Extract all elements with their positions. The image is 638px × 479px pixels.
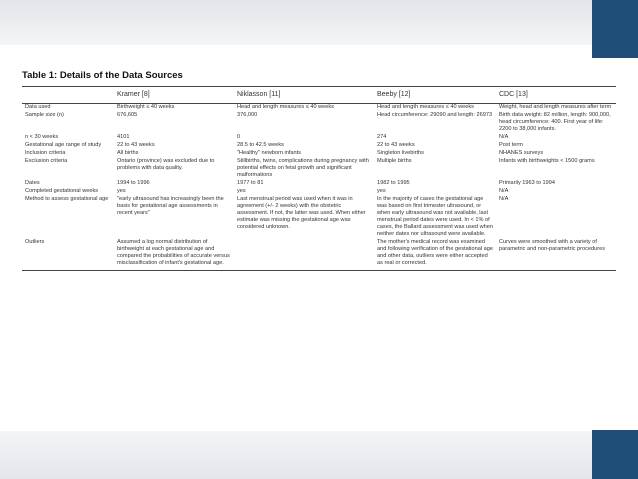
table-cell: N/A — [499, 134, 509, 141]
row-label-cell: Method to assess gestational age — [25, 196, 109, 203]
table-body — [22, 103, 616, 270]
table-cell: Stillbirths, twins, complications during pregnancy with potential effects on fetal growth and significant malformations — [237, 158, 369, 179]
table-cell: "early ultrasound has increasingly been the basis for gestational age assessments in recent years" — [117, 196, 224, 217]
table-cell: 28.5 to 42.5 weeks — [237, 142, 284, 149]
table-row — [22, 196, 616, 239]
table-cell: In the majority of cases the gestational age was based on first trimester ultrasound, or when early ultrasound was not available, last menstrual period dates were used. In < 1% of cases, the Ballard assessment was used when neither dates nor ultrasound were available. — [377, 196, 493, 237]
table-cell: 4101 — [117, 134, 130, 141]
table-cell: 22 to 43 weeks — [377, 142, 415, 149]
header-cell: CDC [13] — [496, 87, 616, 104]
table-cell: NHANES surveys — [499, 150, 544, 157]
table-row — [22, 142, 616, 150]
table-cell: Birthweight ≤ 40 weeks — [117, 104, 175, 111]
table-cell: Weight, head and length measures after term — [499, 104, 612, 111]
table-cell: Head and length measures ≤ 40 weeks — [377, 104, 474, 111]
table-cell: 1994 to 1996 — [117, 180, 150, 187]
table-cell: Curves were smoothed with a variety of parametric and non-parametric procedures — [496, 238, 616, 270]
table-row — [22, 103, 616, 111]
table-cell: The mother's medical record was examined and following verification of the gestational age and other data, outliers were either accepted as real or corrected. — [374, 238, 496, 270]
table-cell: All births — [117, 150, 139, 157]
table-header-row — [22, 87, 616, 104]
row-label-cell: Outliers — [22, 238, 114, 270]
table-cell: "Healthy" newborn infants — [237, 150, 301, 157]
table-cell: Last menstrual period was used when it was in agreement (+/- 2 weeks) with the obstetric assessment. If not, the latter was used. When either estimate was missing the gestational age was considered unknown. — [237, 196, 366, 230]
bottom-band — [0, 431, 638, 479]
table-cell: 376,000 — [237, 112, 258, 119]
accent-block-top — [592, 0, 638, 58]
table-row — [22, 112, 616, 134]
table-row — [22, 238, 616, 270]
table-cell: Head circumference: 29090 and length: 26973 — [377, 112, 493, 119]
table-cell: 1977 to 81 — [237, 180, 264, 187]
table-cell: N/A — [499, 196, 509, 203]
table-cell: Primarily 1963 to 1994 — [499, 180, 555, 187]
table-cell: Post term — [499, 142, 523, 149]
row-label-cell: n < 30 weeks — [25, 134, 59, 141]
row-label-cell: Exclusion criteria — [25, 158, 68, 165]
table-cell: Infants with birthweights < 1500 grams — [499, 158, 595, 165]
row-label-cell: Data used — [25, 104, 51, 111]
table-cell: yes — [237, 188, 246, 195]
table-row — [22, 150, 616, 158]
table-cell: yes — [377, 188, 386, 195]
table-cell: Multiple births — [377, 158, 412, 165]
table-cell: yes — [117, 188, 126, 195]
table-cell: Ontario (province) was excluded due to problems with data quality. — [117, 158, 215, 172]
table-cell: 0 — [237, 134, 241, 141]
table-title: Table 1: Details of the Data Sources — [22, 70, 183, 81]
row-label-cell: Gestational age range of study — [25, 142, 102, 149]
row-label-cell: Inclusion criteria — [25, 150, 66, 157]
table-cell: Assumed a log normal distribution of birthweight at each gestational age and compared the probabilities of accurate versus misclassification of infant's gestational age. — [114, 238, 234, 270]
header-cell: Niklasson [11] — [234, 87, 374, 104]
table-cell: N/A — [499, 188, 509, 195]
table-cell: 274 — [377, 134, 387, 141]
header-cell: Beeby [12] — [374, 87, 496, 104]
table-cell: Singleton livebirths — [377, 150, 424, 157]
table-cell: 676,605 — [117, 112, 138, 119]
row-label-cell: Completed gestational weeks — [25, 188, 99, 195]
table-cell: 1982 to 1995 — [377, 180, 410, 187]
table-row — [22, 180, 616, 188]
row-label-cell: Dates — [25, 180, 40, 187]
table-cell: 22 to 43 weeks — [117, 142, 155, 149]
data-sources-table — [22, 86, 616, 271]
header-cell: Kramer [8] — [114, 87, 234, 104]
header-cell — [22, 87, 114, 104]
top-band — [0, 0, 638, 45]
table-cell: Birth data weight: 82 million, length: 900,000, head circumference: 400. First year of life: 2200 to 38,000 infants. — [499, 112, 611, 133]
accent-block-bottom — [592, 430, 638, 479]
row-label-cell: Sample size (n) — [25, 112, 64, 119]
table-cell: Head and length measures ≤ 40 weeks — [237, 104, 334, 111]
table-row — [22, 188, 616, 196]
table-cell — [234, 238, 374, 270]
table-row — [22, 158, 616, 180]
table-row — [22, 134, 616, 142]
